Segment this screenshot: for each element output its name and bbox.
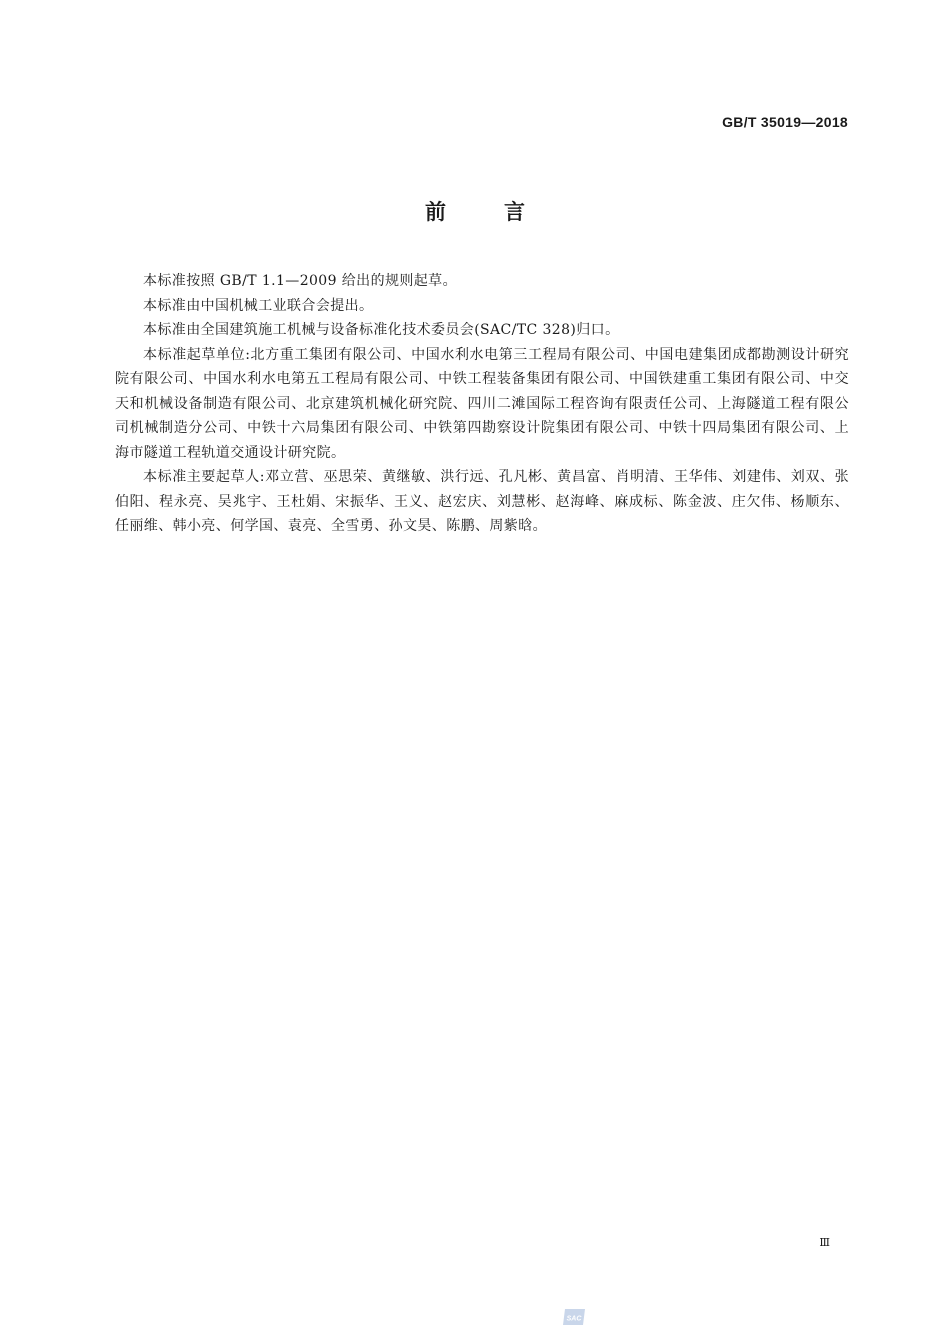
page-number: Ⅲ	[819, 1236, 830, 1249]
page-title: 前言	[425, 200, 583, 224]
sac-logo-icon	[561, 1306, 587, 1328]
paragraph-main-drafters: 本标准主要起草人:邓立营、巫思荣、黄继敏、洪行远、孔凡彬、黄昌富、肖明清、王华伟、刘建伟、刘双、张伯阳、程永亮、吴兆宇、王杜娟、宋振华、王义、赵宏庆、刘慧彬、赵海峰、麻成标、陈金波、庄欠伟、杨顺东、任丽维、韩小亮、何学国、袁亮、全雪勇、孙文昊、陈鹏、周紫晗。	[115, 469, 849, 534]
foreword-body	[115, 269, 849, 539]
paragraph-drafting-units: 本标准起草单位:北方重工集团有限公司、中国水利水电第三工程局有限公司、中国电建集团成都勘测设计研究院有限公司、中国水利水电第五工程局有限公司、中铁工程装备集团有限公司、中国铁建重工集团有限公司、中交天和机械设备制造有限公司、北京建筑机械化研究院、四川二滩国际工程咨询有限责任公司、上海隧道工程有限公司机械制造分公司、中铁十六局集团有限公司、中铁第四勘察设计院集团有限公司、中铁十四局集团有限公司、上海市隧道工程轨道交通设计研究院。	[115, 346, 849, 461]
standard-code: GB/T 35019—2018	[722, 114, 848, 130]
paragraph-administrator: 本标准由全国建筑施工机械与设备标准化技术委员会(SAC/TC 328)归口。	[143, 322, 620, 338]
paragraph-drafting-rules: 本标准按照 GB/T 1.1—2009 给出的规则起草。	[143, 273, 457, 289]
svg-text:SAC: SAC	[566, 1315, 582, 1323]
paragraph-proposer: 本标准由中国机械工业联合会提出。	[143, 297, 374, 314]
